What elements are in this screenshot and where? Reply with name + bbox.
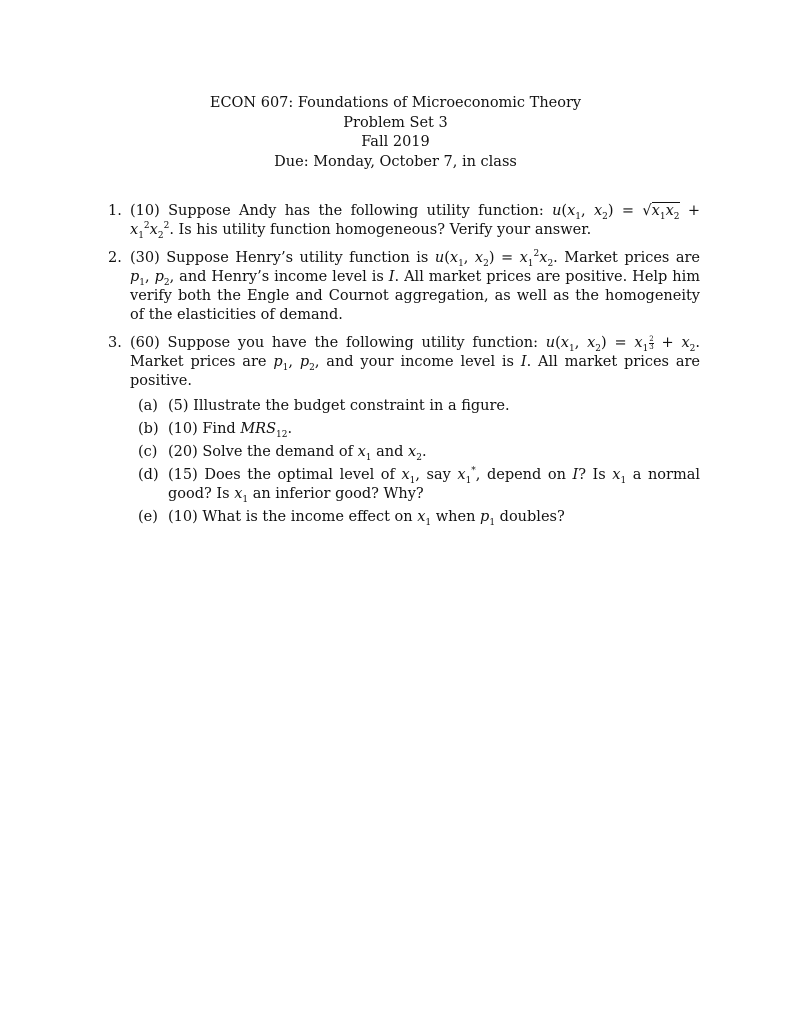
problem-text: Market prices are xyxy=(130,354,274,370)
subpart-label: (d) xyxy=(138,467,159,483)
subpart-b: (b) (10) Find $MRS_{12}$. xyxy=(138,421,293,440)
problem-set-title: Problem Set 3 xyxy=(343,114,448,131)
problem-number: 2. xyxy=(108,250,122,266)
math-x1: $x_1$ xyxy=(417,509,432,528)
subpart-list xyxy=(130,397,700,527)
math-p1: $p_1$ xyxy=(480,509,496,528)
due-date: Due: Monday, October 7, in class xyxy=(274,153,517,170)
problem-text: (60) Suppose you have the following utility function: xyxy=(130,335,546,351)
subpart-text: (10) What is the income effect on xyxy=(168,509,418,525)
subpart-d xyxy=(138,466,700,504)
problem-text: , and your income level is xyxy=(314,354,521,370)
math-utility-andy: $u(x_1$, $x_2) = √x_1x_2 + x_1^2x_2^2$ xyxy=(130,203,701,241)
problem-number: 3. xyxy=(108,335,122,351)
subpart-text: (5) Illustrate the budget constraint in a figure. xyxy=(168,398,510,414)
problem-text: . All market prices are positive. xyxy=(130,354,701,389)
subpart-e xyxy=(138,508,700,527)
math-x1: $x_1$ xyxy=(612,467,627,486)
course-title: ECON 607: Foundations of Microeconomic Theory xyxy=(209,95,582,111)
problem-list xyxy=(108,202,700,536)
problem-text: (10) Suppose Andy has the following utility function: xyxy=(130,203,553,219)
subpart-text: ? Is xyxy=(578,467,613,483)
subpart-label: (e) xyxy=(138,509,158,525)
subpart-text: when xyxy=(431,509,481,525)
subpart-a xyxy=(138,397,700,416)
subpart-text: , depend on xyxy=(475,467,573,483)
subpart-text: a normal good? Is xyxy=(168,467,700,502)
math-x1-star: $x_1^*$ xyxy=(457,466,476,486)
term: Fall 2019 xyxy=(361,134,430,150)
math-income: I xyxy=(572,467,579,483)
subpart-label: (a) xyxy=(138,398,158,414)
math-x1: $x_1$ xyxy=(357,444,372,463)
math-x1: $x_1$ xyxy=(401,467,416,486)
problem-1: 1. (10) Suppose Andy has the following utility function: $u(x_1$, $x_2) = √x_1x_2 + x_1^2x_2^2$. Is his utility function homogeneous? Verify your answer. xyxy=(108,203,701,241)
math-x1: $x_1$ xyxy=(234,486,249,505)
subpart-text: (10) Find xyxy=(168,421,241,437)
math-prices: $p_1$, $p_2$ xyxy=(273,354,315,373)
math-mrs: $MRS_{12}$ xyxy=(240,421,288,440)
subpart-text: (20) Solve the demand of xyxy=(168,444,358,460)
problem-text: Is his utility function homogeneous? Verify your answer. xyxy=(173,222,592,238)
math-prices: $p_1$, $p_2$ xyxy=(130,269,170,288)
problem-text: , and Henry’s income level is xyxy=(169,269,389,285)
problem-number: 1. xyxy=(108,203,122,219)
problem-text: (30) Suppose Henry’s utility function is xyxy=(130,250,435,266)
problem-text: . All market prices are positive. Help him verify both the Engle and Cournot aggregation, as well as the homogeneity of the elasticities of demand. xyxy=(130,269,700,323)
subpart-text: , say xyxy=(415,467,458,483)
math-utility-henry: $u(x_1$, $x_2) = x_1^2x_2$ xyxy=(434,249,554,269)
math-utility-3: $u(x_1$, $x_2) = x_1$ $\frac{2}{3}$ + $x_2$ xyxy=(545,335,696,354)
problem-2: 2. (30) Suppose Henry’s utility function is $u(x_1$, $x_2) = x_1^2x_2$. Market prices are $p_1$, $p_2$, and Henry’s income level is I. All market prices are positive. Help him verify both the Engle and Cournot aggregation, as well as the homogeneity of the elasticities of demand. xyxy=(108,249,700,323)
subpart-text: and xyxy=(371,444,409,460)
subpart-label: (c) xyxy=(138,444,158,460)
document-header xyxy=(0,94,791,172)
math-income: I xyxy=(520,354,527,370)
problem-3: 3. (60) Suppose you have the following utility function: $u(x_1$, $x_2) = x_1$ $\frac{2}{3}$ + $x_2$. Market prices are $p_1$, $p_2$, and your income level is I. All market prices are positive. (a) (5) Illustrate the budget constraint in a figure. (b) (10) Find $MRS_{12}$. (c) (20) Solve the demand of $x_1$ and $x_2$. (d) (15) Does the optimal level of $x_1$, say $x_1^*$, depend on I? Is $x_1$ a normal good? Is $x_1$ an inferior good? Why? (e) (10) What is the income effect on $x_1$ when $p_1$ doubles? xyxy=(108,335,701,528)
subpart-text: an inferior good? Why? xyxy=(248,486,424,502)
subpart-text: doubles? xyxy=(495,509,565,525)
subpart-c: (c) (20) Solve the demand of $x_1$ and $x_2$. xyxy=(138,444,427,463)
problem-text: Market prices are xyxy=(557,250,700,266)
math-x2: $x_2$ xyxy=(408,444,422,463)
subpart-label: (b) xyxy=(138,421,159,437)
math-income: I xyxy=(388,269,395,285)
subpart-text: (15) Does the optimal level of xyxy=(168,467,402,483)
